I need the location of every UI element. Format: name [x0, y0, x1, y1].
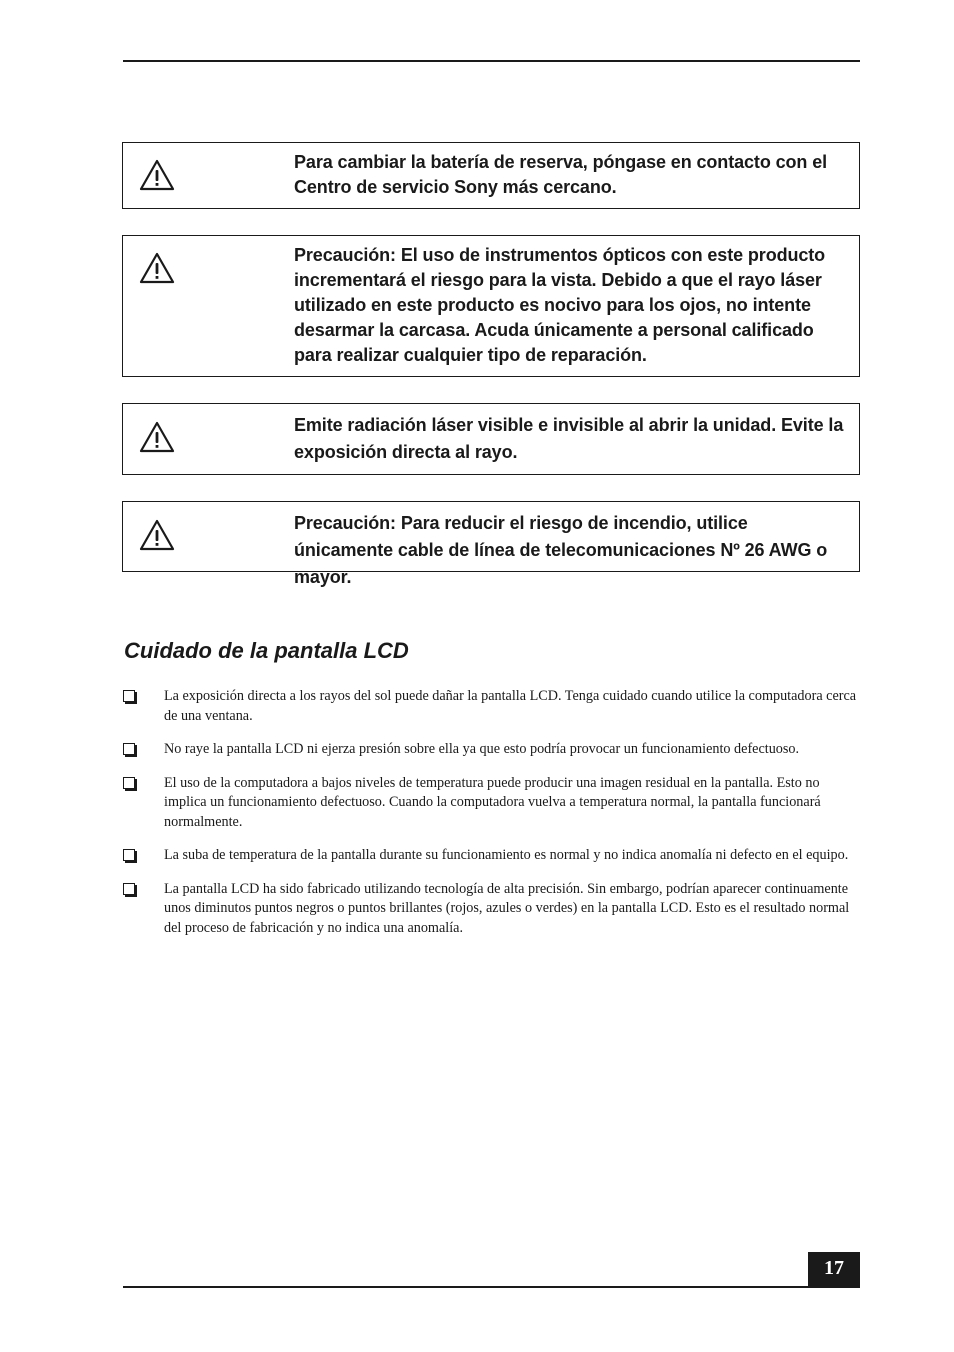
warning-triangle-icon [139, 421, 175, 453]
checkbox-bullet-icon [123, 743, 135, 755]
footer-rule [123, 1286, 860, 1288]
checkbox-bullet-icon [123, 849, 135, 861]
checkbox-bullet-icon [123, 883, 135, 895]
lcd-care-list [122, 687, 862, 952]
list-item-text: La exposición directa a los rayos del sol puede dañar la pantalla LCD. Tenga cuidado cuando utilice la computadora cerca de una ventana. [164, 688, 857, 724]
checkbox-bullet-icon [123, 777, 135, 789]
warning-text: Emite radiación láser visible e invisible al abrir la unidad. Evite la exposición directa al rayo. [294, 415, 844, 462]
warning-triangle-icon [139, 159, 175, 191]
warning-triangle-icon [139, 519, 175, 551]
warning-text: Precaución: El uso de instrumentos ópticos con este producto incrementará el riesgo para la vista. Debido a que el rayo láser utilizado en este producto es nocivo para los ojos, no intente desarmar la carcasa. Acuda únicamente a personal calificado para realizar cualquier tipo de reparación. [294, 245, 826, 365]
list-item [122, 740, 862, 760]
section-title: Cuidado de la pantalla LCD [124, 638, 409, 663]
warning-triangle-icon [139, 252, 175, 284]
list-item [122, 774, 862, 833]
warning-box-laser-radiation [122, 403, 860, 475]
warning-box-battery [122, 142, 860, 209]
checkbox-bullet-icon [123, 690, 135, 702]
page-number: 17 [808, 1252, 860, 1287]
warning-box-fire [122, 501, 860, 587]
list-item [122, 880, 862, 939]
list-item [122, 687, 862, 726]
list-item [122, 846, 862, 866]
warning-box-laser-optics [122, 235, 860, 377]
warning-text: Para cambiar la batería de reserva, póngase en contacto con el Centro de servicio Sony más cercano. [294, 152, 828, 197]
list-item-text: La suba de temperatura de la pantalla durante su funcionamiento es normal y no indica anomalía ni defecto en el equipo. [164, 847, 849, 863]
list-item-text: La pantalla LCD ha sido fabricado utilizando tecnología de alta precisión. Sin embargo, podrían aparecer continuamente unos diminutos puntos negros o puntos brillantes (rojos, azules o verdes) en la pantalla LCD. Esto es el resultado normal del proceso de fabricación y no indica una anomalía. [164, 880, 850, 936]
header-rule [123, 60, 860, 62]
list-item-text: El uso de la computadora a bajos niveles de temperatura puede producir una imagen residual en la pantalla. Esto no implica un funcionamiento defectuoso. Cuando la computadora vuelva a temperatura normal, la pantalla funcionará normalmente. [164, 774, 821, 830]
list-item-text: No raye la pantalla LCD ni ejerza presión sobre ella ya que esto podría provocar un funcionamiento defectuoso. [164, 741, 800, 757]
warning-text: Precaución: Para reducir el riesgo de incendio, utilice únicamente cable de línea de telecomunicaciones Nº 26 AWG o mayor. [294, 513, 828, 587]
